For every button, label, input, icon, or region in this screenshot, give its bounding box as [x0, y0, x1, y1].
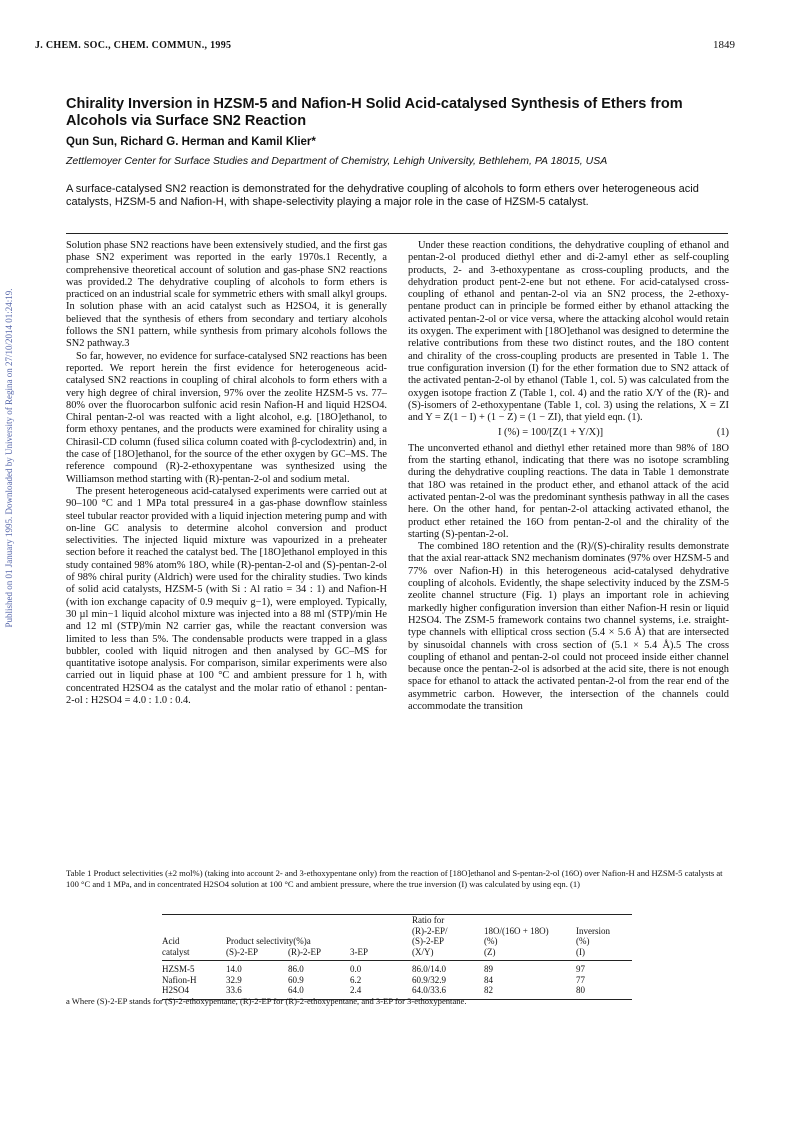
page-number: 1849	[713, 39, 735, 51]
table-row: H2SO4 33.6 64.0 2.4 64.0/33.6 82 80	[162, 985, 585, 995]
table-footnote: a Where (S)-2-EP stands for (S)-2-ethoxypentane, (R)-2-EP for (R)-2-ethoxypentane, and 3-EP for 3-ethoxypentane.	[66, 996, 467, 1006]
header-cell: (R)-2-EP	[288, 946, 321, 957]
sidebar-note: Published on 01 January 1995. Downloaded by University of Regina on 27/10/2014 01:24:19.	[4, 288, 14, 628]
paragraph: Solution phase SN2 reactions have been extensively studied, and the first gas phase SN2 experiment was reported in the early 1970s.1 Recently, a comprehensive theoretical account of solution and gas-phase SN2 reactions was provided.2 The dehydrative coupling of alcohols to form ethers is practiced on an industrial scale for symmetric ethers with small alkyl groups. In solution phase with an acid catalyst such as H2SO4, it is generally believed that the synthesis of ethers from secondary and tertiary alcohols follows the SN1 pattern, while synthesis from primary alcohols follows the SN2 pathway.3	[66, 240, 387, 350]
header-cell: Product selectivity(%)a	[226, 936, 311, 946]
article-title: Chirality Inversion in HZSM-5 and Nafion-H Solid Acid-catalysed Synthesis of Ethers from Alcohols via Surface SN2 Reaction	[66, 96, 683, 129]
paragraph: Under these reaction conditions, the dehydrative coupling of ethanol and pentan-2-ol produced diethyl ether and di-2-amyl ether as self-coupling products, 2- and 3-ethoxypentane as cross-coupling products, and the dehydration product pent-2-ene but not ethene. For acid-catalysed cross-coupling of ethanol and pentan-2-ol via an SN2 process, the 2-ethoxy-pentane product can in principle be formed either by ethanol attacking the activated pentan-2-ol or vice versa, where the attacking alcohol would retain its oxygen. The experiment with [18O]ethanol was designed to determine the relative contributions from these two distinct routes, and the 18O content and chirality of the cross-coupling products are presented in Table 1. The true configuration inversion (I) for the ether formation due to SN2 attack of the activated pentan-2-ol by ethanol (Table 1, col. 5) was calculated from the oxygen isotope fraction Z (Table 1, col. 4) and the ratio X/Y of the (R)- and (S)-isomers of 2-ethoxypentane (Table 1, col. 3) using the relations, X = ZI and Y = Z(1 − I) + (1 − Z) = (1 − ZI), that yield eqn. (1).	[408, 240, 729, 424]
article-authors: Qun Sun, Richard G. Herman and Kamil Klier*	[66, 136, 316, 148]
table-row: HZSM-5 14.0 86.0 0.0 86.0/14.0 89 97	[162, 964, 585, 974]
header-cell: (S)-2-EP	[226, 946, 258, 957]
left-column	[66, 240, 387, 707]
header-cell: (%)	[484, 936, 498, 946]
header-cell: Ratio for	[412, 915, 445, 925]
header-cell: Inversion	[576, 925, 610, 936]
header-cell: 3-EP	[350, 946, 368, 957]
header-cell: (S)-2-EP	[412, 936, 444, 946]
paragraph: The unconverted ethanol and diethyl ether retained more than 98% of 18O from the starting ethanol, indicating that there was no isotope scrambling during the dehydrative coupling reactions. The data in Table 1 demonstrate that 18O was retained in the product ether, and ethanol attack of the acid activated pentan-2-ol was the predominant synthesis pathway in all the cases here. On the other hand, for pentan-2-ol attacking activated ethanol, the product ether retained the 16O from pentan-2-ol and the chirality of the starting (S)-pentan-2-ol.	[408, 442, 729, 540]
article-abstract: A surface-catalysed SN2 reaction is demonstrated for the dehydrative coupling of alcohols to form ethers over heterogeneous acid catalysts, HZSM-5 and Nafion-H, with shape-selectivity playing a major role in the case of HZSM-5 catalyst.	[66, 183, 699, 209]
equation-number: (1)	[716, 427, 729, 439]
header-cell: (X/Y)	[412, 946, 434, 957]
header-cell: (%)	[576, 936, 590, 946]
header-cell: (I)	[576, 946, 585, 957]
download-sidebar	[2, 250, 16, 670]
journal-header: J. CHEM. SOC., CHEM. COMMUN., 1995	[35, 40, 232, 51]
paragraph: So far, however, no evidence for surface-catalysed SN2 reactions has been reported. We report herein the first evidence for heterogeneous acid-catalysed SN2 reactions in coupling of chiral alcohols to form ethers with a very high degree of chiral inversion, 97% over the zeolite HZSM-5 vs. 77–80% over the fluorocarbon sulfonic acid resin Nafion-H and liquid H2SO4. Chiral pentan-2-ol was reacted with a light alcohol, e.g. [18O]ethanol, to form ethoxy pentanes, and the products were examined for chirality using a Chirasil-CD column (fused silica column coated with β-cyclodextrin) and, in the case of [18O]ethanol, for the source of the ether oxygen by GC–MS. The reference compound (R)-2-ethoxypentane was synthesized using the Williamson method starting with (R)-pentan-2-ol and sodium metal.	[66, 350, 387, 485]
table-row: Nafion-H 32.9 60.9 6.2 60.9/32.9 84 77	[162, 974, 585, 985]
paragraph: The present heterogeneous acid-catalysed experiments were carried out at 90–100 °C and 1 MPa total pressure4 in a gas-phase downflow stainless steel tubular reactor provided with a liquid injection metering pump and with on-line GC analysis to determine alcohol conversion and product selectivities. The injected liquid mixture was vapourized in a preheater section before it reached the catalyst bed. The [18O]ethanol employed in this study contained 98% atom% 18O, while (R)-pentan-2-ol and (S)-pentan-2-ol of 98% chiral purity (Aldrich) were used for the chirality studies. Two kinds of solid acid catalysts, HZSM-5 (with Si : Al ratio = 34 : 1) and Nafion-H (with ion exchange capacity of 0.9 mequiv g−1), were employed. Typically, 30 µl min−1 liquid alcohol mixture was injected into a 88 ml (STP)/min He and 12 ml (STP)/min N2 carrier gas, while the reactant conversion was limited to less than 5%. The condensable products were trapped in a glass bubbler, cooled with liquid nitrogen and then analysed by GC–MS for quantitative isotope analysis. For comparison, similar experiments were also carried out in liquid phase at 100 °C and ambient pressure for 1 h, with concentrated H2SO4 as the catalyst and the molar ratio of ethanol : pentan-2-ol : H2SO4 = 4.0 : 1.0 : 0.4.	[66, 485, 387, 706]
header-cell: (Z)	[484, 946, 496, 957]
header-cell: (R)-2-EP/	[412, 925, 448, 936]
equation-text: I (%) = 100/[Z(1 + Y/X)]	[498, 427, 604, 439]
table-1	[162, 914, 638, 1000]
equation-1	[408, 427, 729, 439]
article-affiliation: Zettlemoyer Center for Surface Studies and Department of Chemistry, Lehigh University, Bethlehem, PA 18015, USA	[66, 155, 608, 167]
table-caption: Table 1 Product selectivities (±2 mol%) (taking into account 2- and 3-ethoxypentane only) from the reaction of [18O]ethanol and S-pentan-2-ol (16O) over Nafion-H and HZSM-5 catalysts at 100 °C and 1 MPa, and in concentrated H2SO4 solution at 100 °C and ambient pressure, where the true inversion (I) was calculated by using eqn. (1)	[66, 868, 723, 889]
header-cell: 18O/(16O + 18O)	[484, 925, 549, 936]
paragraph: The combined 18O retention and the (R)/(S)-chirality results demonstrate that the axial rear-attack SN2 mechanism dominates (97% over HZSM-5 and 77% over Nafion-H) in this heterogeneous acid-catalysed dehydrative coupling of alcohols. Evidently, the shape selectivity induced by the ZSM-5 zeolite channel structure (Fig. 1) plays an important role in achieving markedly higher configuration inversion than either Nafion-H resin or liquid H2SO4. The ZSM-5 framework contains two channel systems, i.e. straight-type channels with elliptical cross section (5.4 × 5.6 Å) that are intersected by sinusoidal channels with cross section of (5.1 × 5.4 Å).5 The cross coupling of ethanol and pentan-2-ol could not proceed inside either channel because once the pentan-2-ol is adsorbed at the acid site, there is not enough space for ethanol to attack the activated pentan-2-ol from the rear end of the asymmetric carbon. However, the intersection of the channels could accommodate the transition	[408, 541, 729, 712]
header-cell: Acid	[162, 936, 180, 946]
header-cell: catalyst	[162, 946, 190, 957]
abstract-divider	[66, 233, 728, 234]
right-column	[408, 240, 729, 713]
table-mid-rule	[162, 960, 632, 961]
